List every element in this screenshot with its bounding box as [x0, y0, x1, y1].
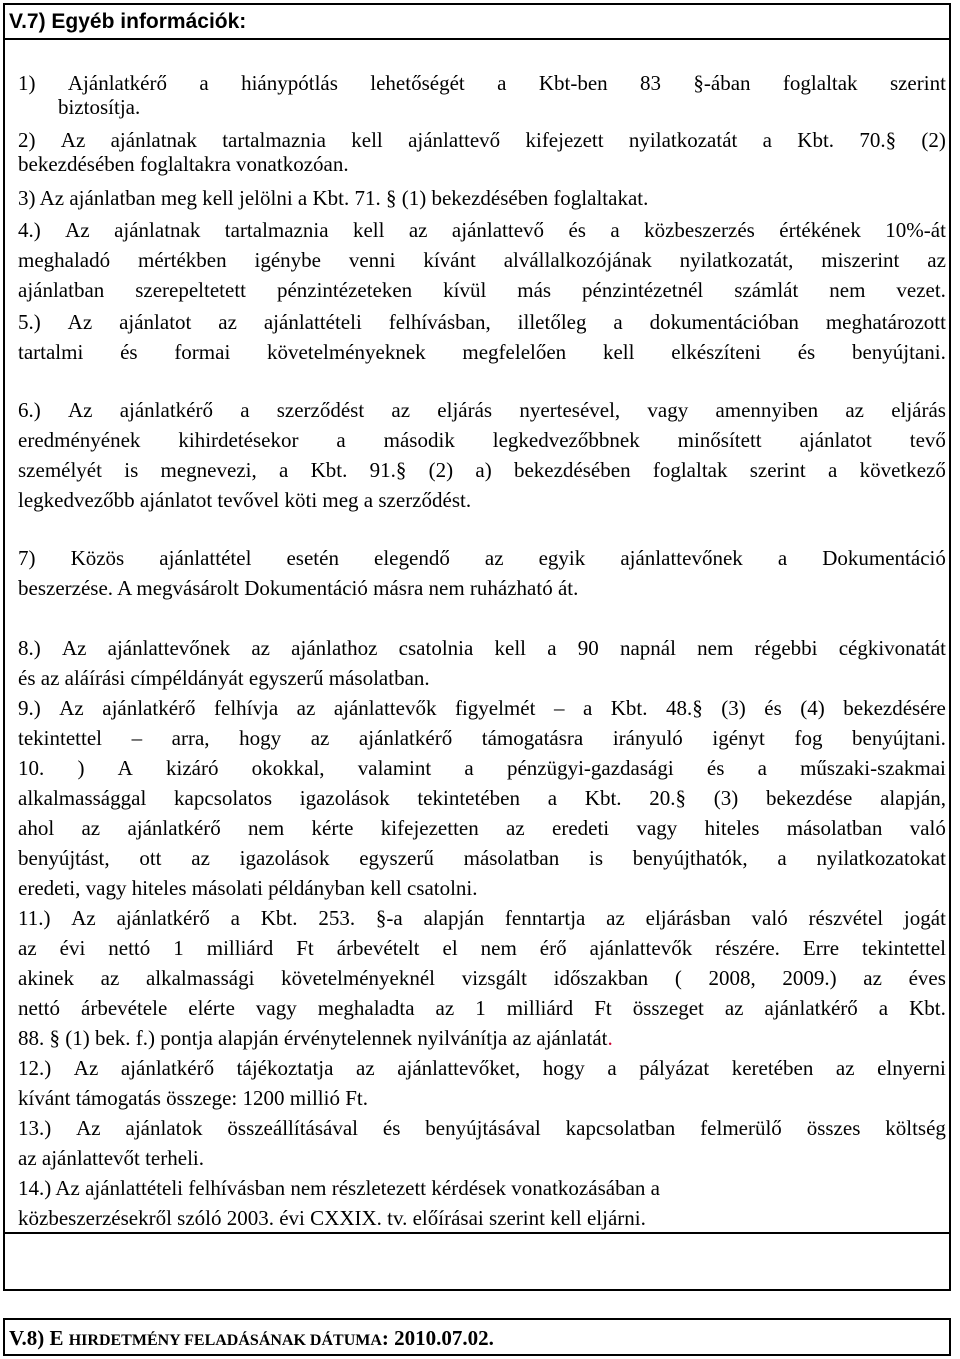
text-line: 6.) Az ajánlatkérő a szerződést az eljárás nyertesével, vagy amennyiben az eljárás	[18, 398, 946, 422]
text-line: eredményének kihirdetésekor a második legkedvezőbbnek minősített ajánlatot tevő	[18, 428, 946, 452]
text-line: és az aláírási címpéldányát egyszerű másolatban.	[18, 666, 430, 690]
text-line: ajánlatban szerepeltetett pénzintézeteken kívül más pénzintézetnél számlát nem vezet.	[18, 278, 946, 302]
text-line: 5.) Az ajánlatot az ajánlattételi felhívásban, illetőleg a dokumentációban meghatározott	[18, 310, 946, 334]
text-line: 10. ) A kizáró okokkal, valamint a pénzügyi-gazdasági és a műszaki-szakmai	[18, 756, 946, 780]
text-line: 11.) Az ajánlatkérő a Kbt. 253. §-a alapján fenntartja az eljárásban való részvétel jogát	[18, 906, 946, 930]
text-line: eredeti, vagy hiteles másolati példányban kell csatolni.	[18, 876, 478, 900]
text-line: 1) Ajánlatkérő a hiánypótlás lehetőségét a Kbt-ben 83 §-ában foglaltak szerint	[18, 71, 946, 95]
text-line: 14.) Az ajánlattételi felhívásban nem részletezett kérdések vonatkozásában a	[18, 1176, 660, 1200]
text-line: 3) Az ajánlatban meg kell jelölni a Kbt. 71. § (1) bekezdésében foglaltakat.	[18, 186, 649, 210]
content-divider	[3, 1232, 951, 1234]
text-line: 88. § (1) bek. f.) pontja alapján érvénytelennek nyilvánítja az ajánlatát.	[18, 1026, 613, 1050]
text-line: 7) Közös ajánlattétel esetén elegendő az egyik ajánlattevőnek a Dokumentáció	[18, 546, 946, 570]
red-period: .	[607, 1026, 613, 1050]
text-line: ahol az ajánlatkérő nem kérte kifejezetten az eredeti vagy hiteles másolatban való	[18, 816, 946, 840]
text-line: legkedvezőbb ajánlatot tevővel köti meg a szerződést.	[18, 488, 472, 512]
publication-date-heading	[9, 1326, 494, 1353]
text-line: közbeszerzésekről szóló 2003. évi CXXIX. tv. előírásai szerint kell eljárni.	[18, 1206, 646, 1230]
text-line: alkalmassággal kapcsolatos igazolások tekintetében a Kbt. 20.§ (3) bekezdése alapján,	[18, 786, 946, 810]
text-line: 8.) Az ajánlattevőnek az ajánlathoz csatolnia kell a 90 napnál nem régebbi cégkivonatát	[18, 636, 946, 660]
heading-divider	[3, 38, 951, 40]
text-line: bekezdésében foglaltakra vonatkozóan.	[18, 152, 349, 176]
text-line: 2) Az ajánlatnak tartalmaznia kell ajánlattevő kifejezett nyilatkozatát a Kbt. 70.§ (2)	[18, 128, 946, 152]
text-line: 13.) Az ajánlatok összeállításával és benyújtásával kapcsolatban felmerülő összes költség	[18, 1116, 946, 1140]
text-line: akinek az alkalmassági követelményeknél vizsgált időszakban ( 2008, 2009.) az éves	[18, 966, 946, 990]
footer-label: HIRDETMÉNY FELADÁSÁNAK DÁTUMA	[68, 1332, 382, 1349]
text-line: 12.) Az ajánlatkérő tájékoztatja az ajánlattevőket, hogy a pályázat keretében az elnyerni	[18, 1056, 946, 1080]
text-line: személyét is megnevezi, a Kbt. 91.§ (2) a) bekezdésében foglaltak szerint a következő	[18, 458, 946, 482]
text-line: az évi nettó 1 milliárd Ft árbevételt el nem érő ajánlattevők részére. Erre tekintettel	[18, 936, 946, 960]
text-line: kívánt támogatás összege: 1200 millió Ft.	[18, 1086, 368, 1110]
text-line: az ajánlattevőt terheli.	[18, 1146, 204, 1170]
text-line: 9.) Az ajánlatkérő felhívja az ajánlattevők figyelmét – a Kbt. 48.§ (3) és (4) bekezdésére	[18, 696, 946, 720]
text-line: meghaladó mértékben igénybe venni kívánt alvállalkozójának nyilatkozatát, miszerint az	[18, 248, 946, 272]
text-line: tekintettel – arra, hogy az ajánlatkérő támogatásra irányuló igényt fog benyújtani.	[18, 726, 946, 750]
text-line: tartalmi és formai követelményeknek megfelelően kell elkészíteni és benyújtani.	[18, 340, 946, 364]
text-line: benyújtást, ott az igazolások egyszerű másolatban is benyújthatók, a nyilatkozatokat	[18, 846, 946, 870]
text-line: 4.) Az ajánlatnak tartalmaznia kell az ajánlattevő és a közbeszerzés értékének 10%-át	[18, 218, 946, 242]
footer-date: : 2010.07.02.	[381, 1326, 494, 1350]
text-line: biztosítja.	[58, 95, 141, 119]
footer-prefix: V.8) E	[9, 1326, 69, 1350]
text-line: nettó árbevétele elérte vagy meghaladta az 1 milliárd Ft összeget az ajánlatkérő a Kbt.	[18, 996, 946, 1020]
section-heading: V.7) Egyéb információk:	[9, 10, 247, 33]
text-line: beszerzése. A megvásárolt Dokumentáció másra nem ruházható át.	[18, 576, 579, 600]
